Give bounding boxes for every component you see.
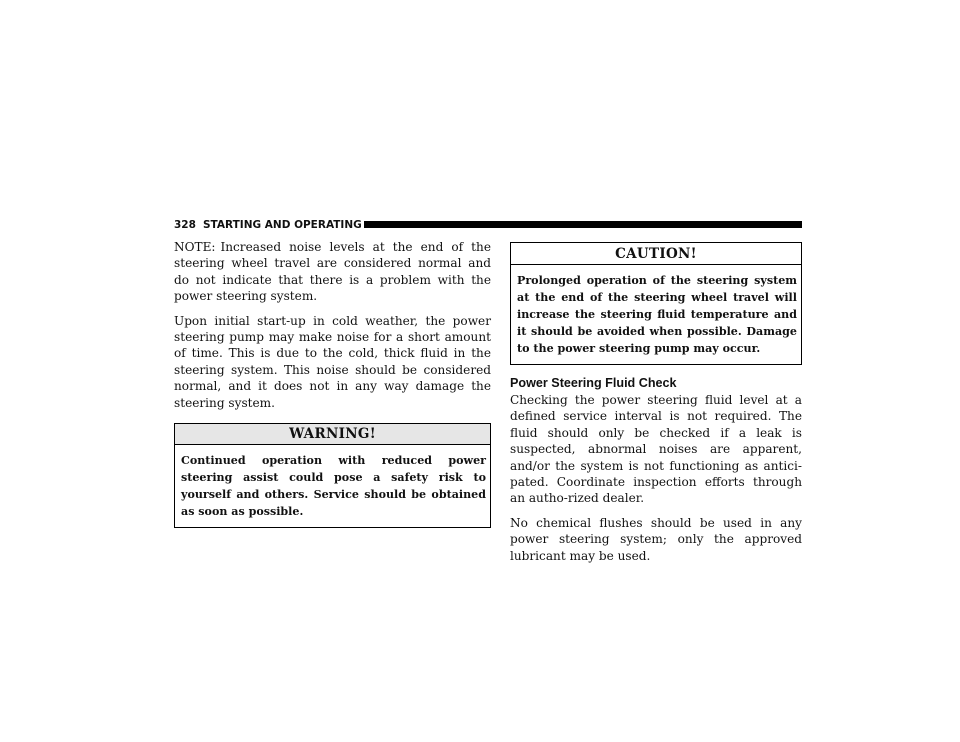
caution-title: CAUTION! [511,243,801,265]
caution-box [510,242,802,365]
note-label: NOTE: [174,240,216,254]
page-header [174,218,802,232]
note-paragraph [174,239,491,305]
fluid-check-paragraph: Checking the power steering fluid level at a defined service interval is not required. The fluid should only be checked if a leak is suspected, abnormal noises are apparent, and/or the system is not functioning as antici-pated. Coordinate inspection efforts through an autho-rized dealer. [510,393,802,506]
left-column [174,239,491,528]
right-column [510,242,802,572]
fluid-check-heading: Power Steering Fluid Check [510,376,677,390]
header-rule [364,221,802,228]
cold-weather-paragraph: Upon initial start-up in cold weather, the power steering pump may make noise for a short amount of time. This is due to the cold, thick fluid in the steering system. This noise should be considered normal, and it does not in any way damage the steering system. [174,313,491,410]
section-title: STARTING AND OPERATING [203,219,362,231]
warning-title: WARNING! [175,424,490,445]
warning-text: Continued operation with reduced power steering assist could pose a safety risk to yourself and others. Service should be obtained as soon as possible. [181,454,486,519]
note-text: Increased noise levels at the end of the steering wheel travel are considered normal and do not indicate that there is a problem with the power steering system. [174,240,491,304]
page-number: 328 [174,219,196,231]
warning-box [174,423,491,528]
chemical-flush-paragraph: No chemical flushes should be used in any power steering system; only the approved lubricant may be used. [510,515,802,563]
caution-text: Prolonged operation of the steering system at the end of the steering wheel travel will increase the steering fluid temperature and it should be avoided when possible. Damage to the power steering pump may occur. [517,274,797,355]
